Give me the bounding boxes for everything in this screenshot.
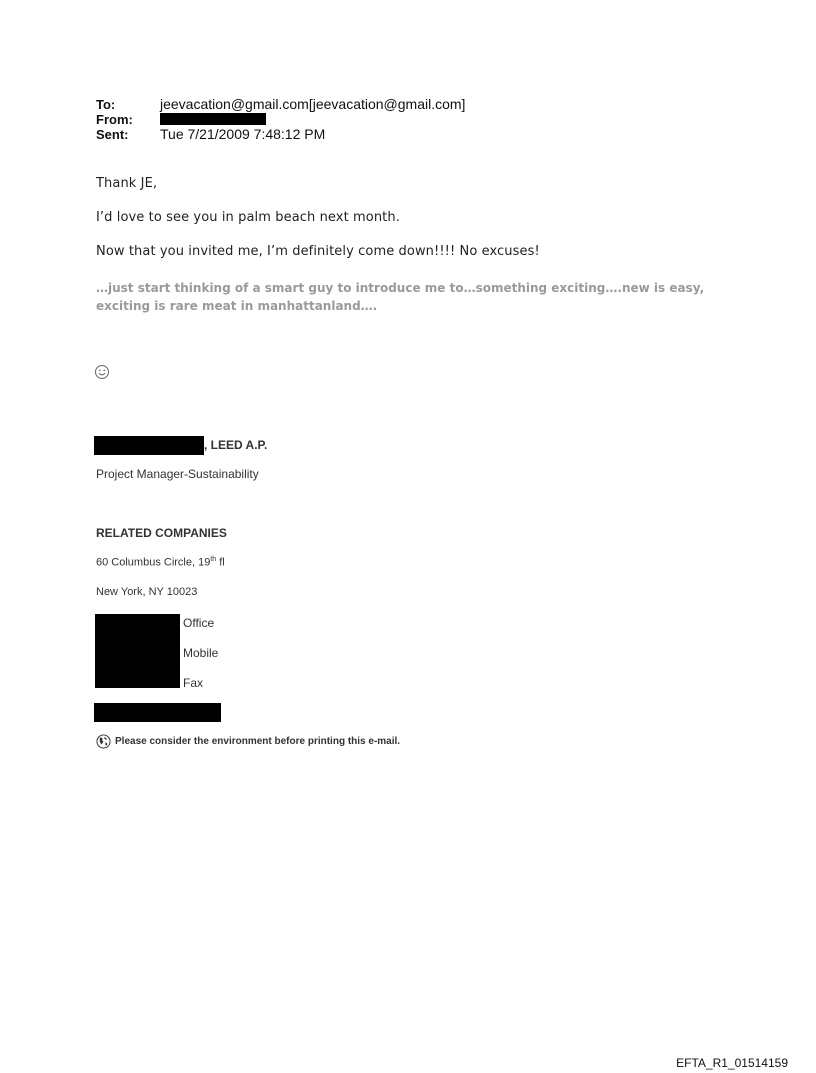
greeting: Thank JE, [96,176,158,191]
environment-note-text: Please consider the environment before printing this e-mail. [115,736,401,747]
document-id: EFTA_R1_01514159 [676,1056,788,1070]
name-credentials: , LEED A.P. [204,438,268,452]
phone-redaction [95,614,180,688]
email-redaction [94,703,221,722]
body-grey-line: …just start thinking of a smart guy to introduce me to…something exciting….new is easy, exciting is rare meat in manhattanland…. [96,281,705,313]
to-value: jeevacation@gmail.com[jeevacation@gmail.com] [160,96,466,112]
job-title: Project Manager-Sustainability [96,467,259,481]
mobile-label: Mobile [183,646,219,660]
body-line-2: Now that you invited me, I’m definitely come down!!!! No excuses! [96,244,540,259]
environment-note [96,734,400,749]
office-label: Office [183,616,215,630]
address-line: 60 Columbus Circle, 19th fl [96,556,225,569]
globe-icon [96,734,111,749]
sent-value: Tue 7/21/2009 7:48:12 PM [160,126,326,142]
name-redaction [94,436,204,455]
smiley-face-icon [94,364,110,380]
body-line-1: I’d love to see you in palm beach next month. [96,210,400,225]
city-line: New York, NY 10023 [96,586,198,598]
fax-label: Fax [183,676,204,690]
company-name: RELATED COMPANIES [96,526,227,540]
sent-label: Sent: [96,127,129,142]
from-redaction [160,113,266,125]
from-label: From: [96,112,133,127]
to-label: To: [96,97,116,112]
